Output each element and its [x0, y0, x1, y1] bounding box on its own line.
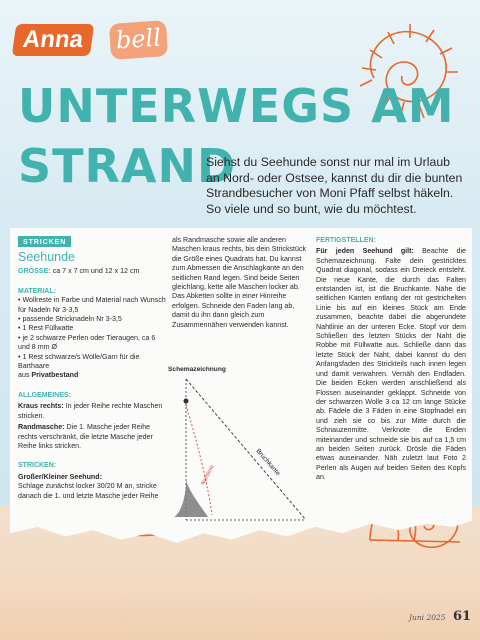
- material-item: • Wollreste in Farbe und Material nach Wunsch für Nadeln Nr 3-3,5: [18, 296, 166, 314]
- material-heading: MATERIAL:: [18, 287, 56, 295]
- source-prefix: aus: [18, 371, 32, 380]
- rand-label: Randmasche:: [18, 423, 65, 432]
- rand-text: Die 1. Masche jeder Reihe rechts verschränkt, die letzte Masche jeder Reihe links stricken.: [18, 423, 153, 450]
- diagram-label-fold: Bruchkante: [254, 447, 282, 478]
- project-title: Seehunde: [18, 250, 76, 265]
- size-label: GRÖSSE:: [18, 267, 51, 276]
- finishing-text: Beachte die Schemazeichnung. Falte dein gestricktes Quadrat diagonal, sodass ein Dreieck entsteht. Die neue Kante, die durch das Falten entstanden ist, ist die Bruchkante. Nähe die seitlichen Kanten entlang der rot gestrichelten Linie bis auf ein kleines Stück am Ende zusammen, beachte dabei die abgerundete Nahtlinie an der unteren Ecke. Stopf vor dem Schließen des letzten Stücks der Naht die Robbe mit Füllwatte aus. Schließe dann das letzte Stück der Naht, dabei kannst du den Anfangsfaden des Strickteils nach innen legen und damit verwahren. Vernäh den Endfaden. Die beiden Ecken werden anschließend als Flossen auseinander geklappt. Schneide von der schwarzen Wolle 3 ca 12 cm lange Stücke ab. Fädele die 3 Fäden in eine Stopfnadel ein und zieh sie co bis zur Mitte durch die Schnauzenmitte. Verknote die Enden miteinander und schneide sie bis auf ca 1,5 cm an beiden Seiten zurück. Drösle die Fäden etwas auseinander. Näh zuletzt laut Foto 2 Perlen als Augen auf beiden Seiten des Kopfs an.: [316, 247, 466, 482]
- big-small-text: Schlage zunächst locker 30/20 M an, stricke danach die 1. und letzte Masche jeder Reihe: [18, 482, 159, 500]
- size-value: ca 7 x 7 cm und 12 x 12 cm: [50, 267, 140, 276]
- title-line-1: UNTERWEGS AM: [18, 79, 455, 133]
- column-materials: [18, 236, 166, 501]
- column-instructions: [172, 236, 308, 330]
- diagram-shaded-region: [174, 480, 208, 517]
- column-finishing: [316, 236, 466, 483]
- finishing-heading: FERTIGSTELLEN:: [316, 237, 376, 244]
- logo-anna-text: Anna: [12, 24, 94, 56]
- material-item: • passende Stricknadeln Nr 3-3,5: [18, 315, 122, 324]
- page-number: 61: [453, 609, 472, 624]
- stricken-heading: STRICKEN:: [18, 462, 57, 470]
- intro-paragraph: Siehst du Seehunde sonst nur mal im Urlaub an Nord- oder Ostsee, kannst du dir die bunten Strandbesucher von Moni Pfaff selbst häkeln. So viele und so bunt, wie du möchtest.: [206, 155, 463, 216]
- source-line: [18, 371, 166, 380]
- diagram-bead: [184, 399, 189, 404]
- kraus-label: Kraus rechts:: [18, 402, 64, 411]
- size-line: [18, 267, 166, 276]
- magazine-logo: [14, 22, 164, 58]
- finishing-label: Für jeden Seehund gilt:: [316, 247, 414, 256]
- kraus-text: In jeder Reihe rechte Maschen stricken.: [18, 402, 163, 420]
- rand-paragraph: [18, 423, 166, 451]
- diagram-title: Schemazeichnung: [168, 366, 226, 373]
- category-tag: STRICKEN: [18, 236, 71, 247]
- schematic-diagram: [168, 365, 313, 535]
- logo-bell-text: bell: [109, 20, 168, 60]
- diagram-fold-line: [186, 379, 306, 520]
- big-small-label: Großer/Kleiner Seehund:: [18, 472, 102, 481]
- material-item: • 1 Rest Füllwatte: [18, 324, 74, 333]
- kraus-paragraph: [18, 402, 166, 421]
- material-item: • 1 Rest schwarze/s Wolle/Garn für die Barthaare: [18, 352, 140, 371]
- source-name: Privatbestand: [31, 371, 79, 380]
- finishing-paragraph: [316, 247, 466, 482]
- material-item: • je 2 schwarze Perlen oder Tieraugen, ca 6 und 8 mm Ø: [18, 333, 156, 352]
- general-heading: ALLGEMEINES:: [18, 391, 71, 399]
- title-line-2: STRAND: [18, 139, 237, 193]
- issue-date: Juni 2025: [409, 613, 446, 622]
- instructions-paragraph: als Randmasche sowie alle anderen Maschen kraus rechts, bis dein Strickstück die Größe eines Quadrats hat. Du kannst zum Abmessen die Anschlagkante an den seitlichen Rand legen. Sind beide Seiten gleichlang, kette alle Maschen locker ab. Das Abketten sollte in einer Hinreihe erfolgen. Schneide den Faden lang ab, damit du ihn dann gleich zum Zusammennähen verwenden kannst.: [172, 236, 307, 329]
- diagram-label-seam: Nahtlinie: [200, 464, 216, 486]
